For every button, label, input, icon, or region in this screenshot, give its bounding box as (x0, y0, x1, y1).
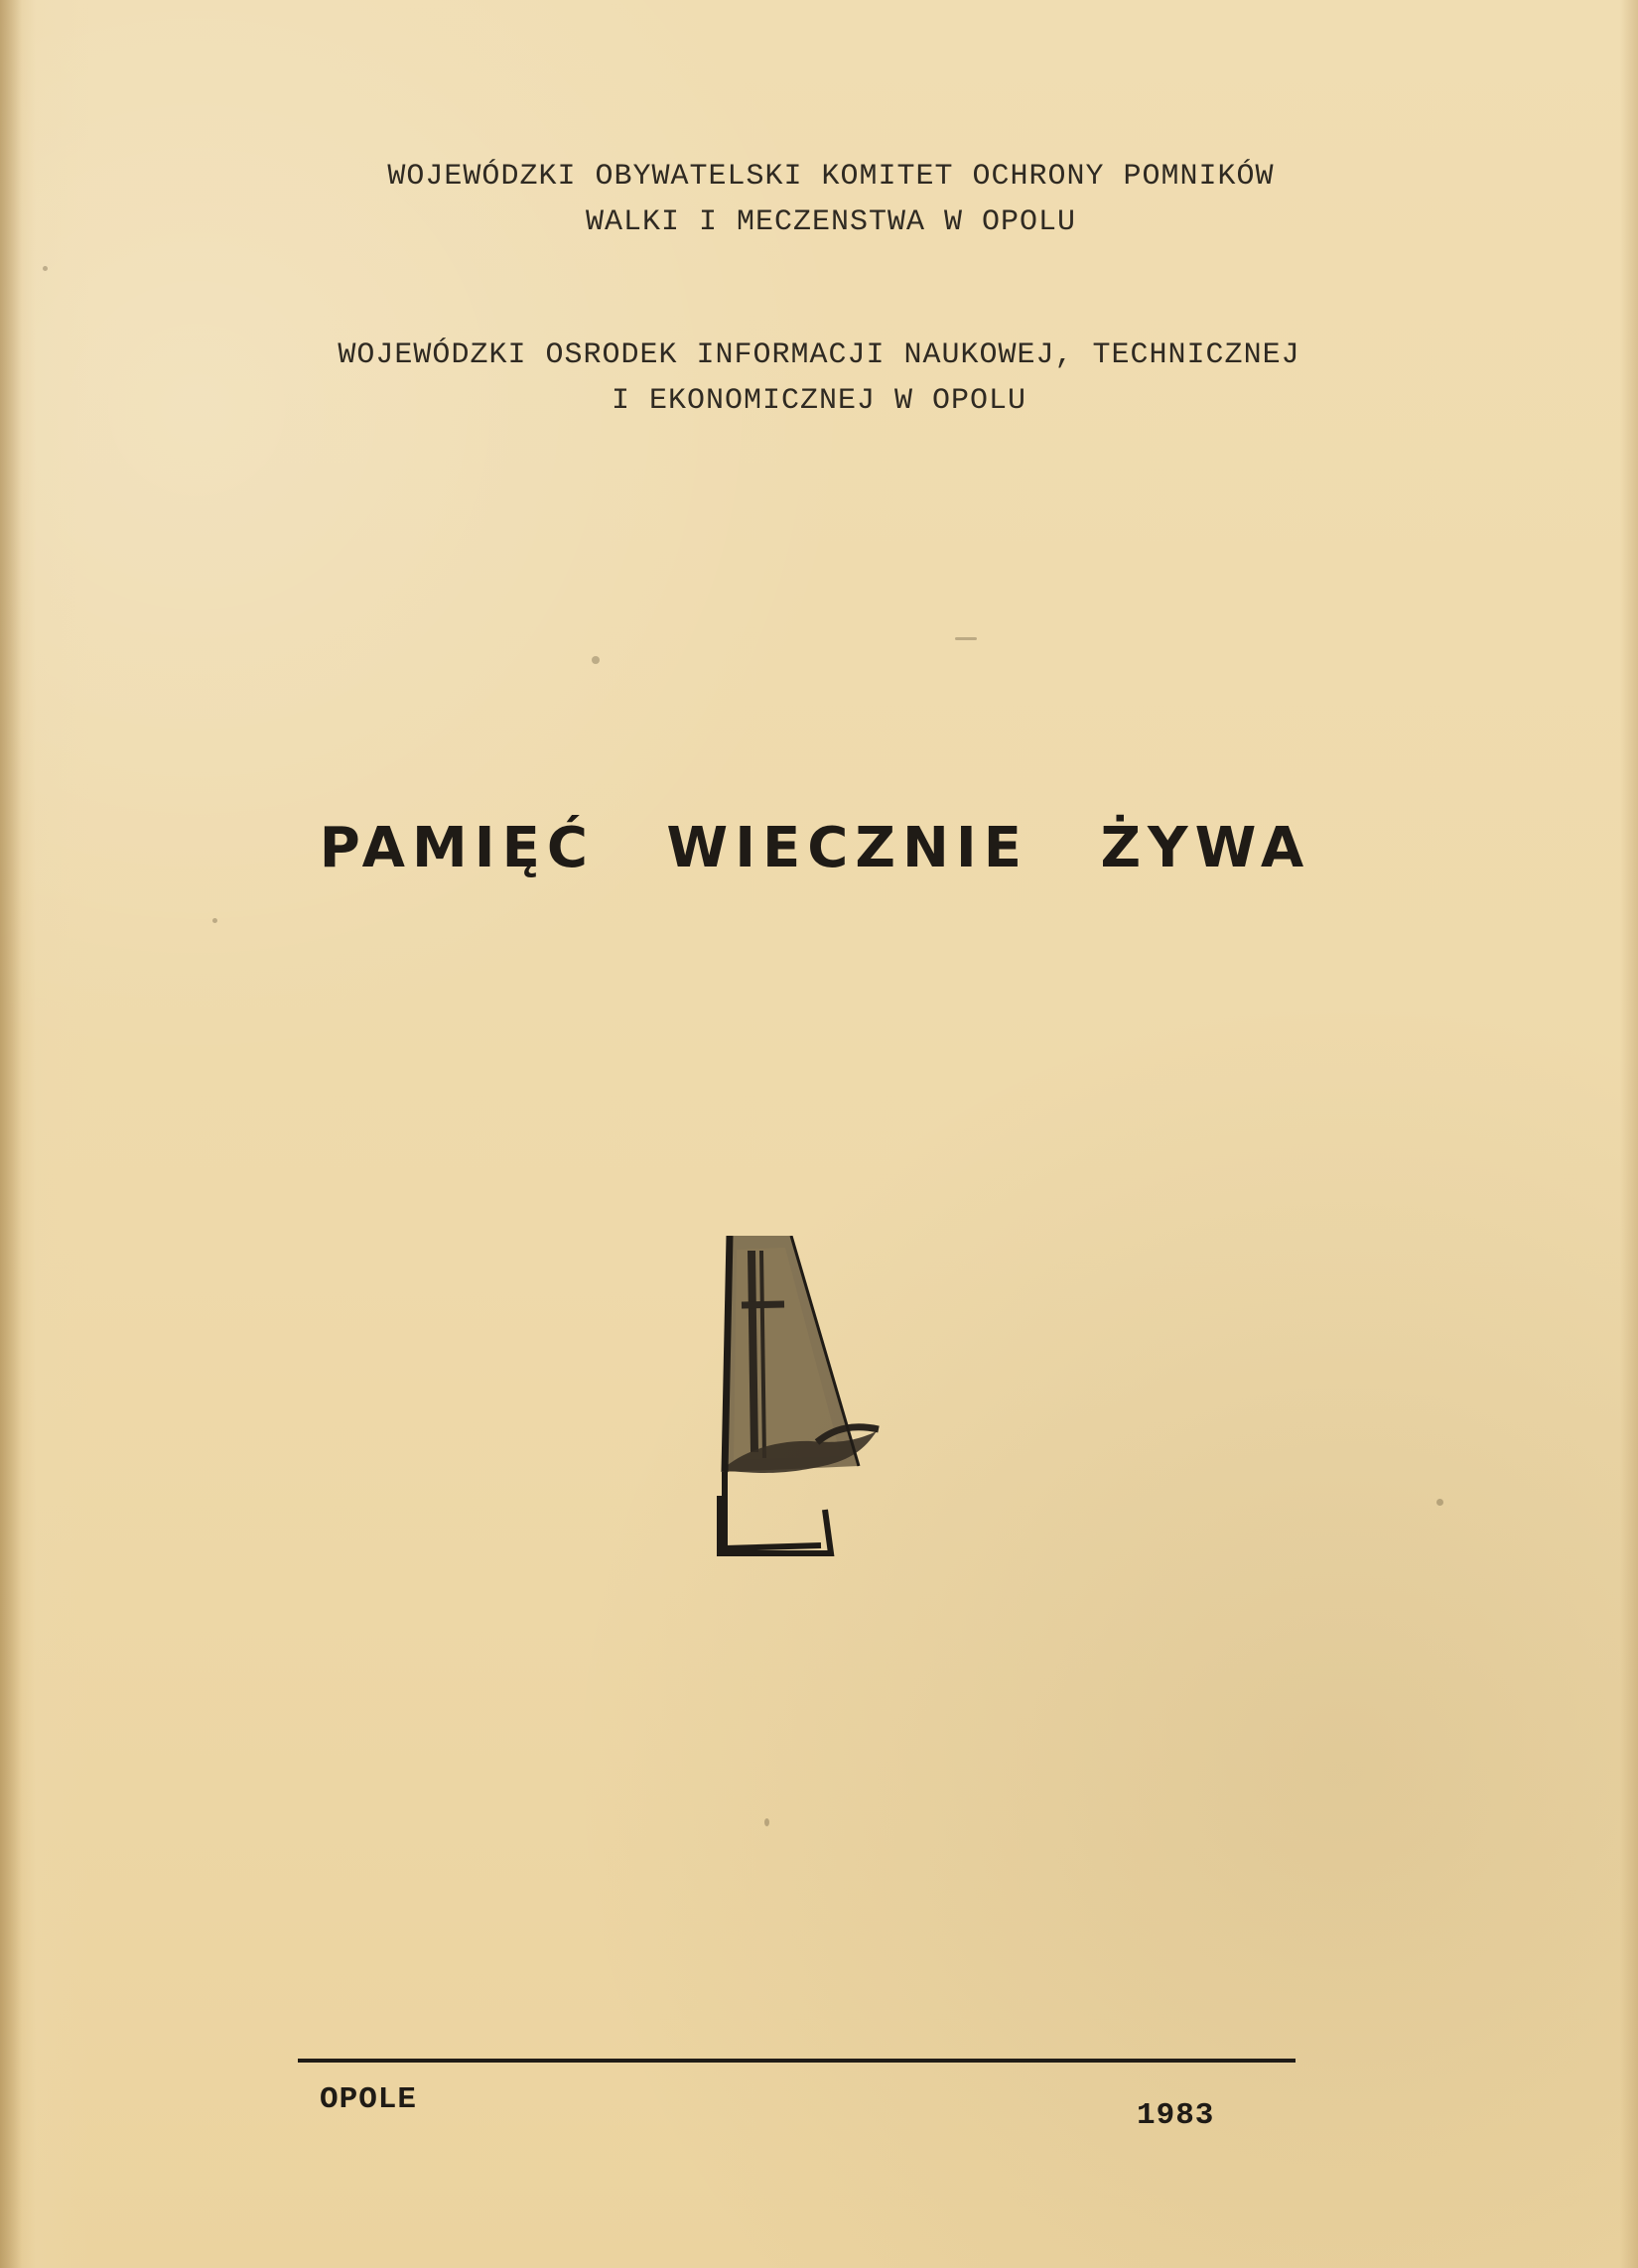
paper-speck (1436, 1499, 1443, 1506)
bottom-rule (298, 2059, 1296, 2063)
paper-speck (43, 266, 48, 271)
document-title: PAMIĘĆ WIECZNIE ŻYWA (319, 816, 1311, 880)
publisher-1-line-2: WALKI I MECZENSTWA W OPOLU (585, 205, 1077, 239)
publisher-block-2 (0, 333, 1638, 424)
publisher-block-1 (12, 154, 1638, 245)
paper-speck (592, 656, 600, 664)
monument-logo-icon (700, 1236, 888, 1563)
paper-mark (955, 637, 977, 640)
place-label: OPOLE (320, 2082, 418, 2117)
paper-speck (212, 918, 217, 923)
year-label: 1983 (1137, 2098, 1215, 2133)
publisher-2-line-1: WOJEWÓDZKI OSRODEK INFORMACJI NAUKOWEJ, TECHNICZNEJ (338, 338, 1300, 372)
paper-speck (764, 1818, 769, 1826)
publisher-2-line-2: I EKONOMICZNEJ W OPOLU (611, 384, 1027, 418)
publisher-1-line-1: WOJEWÓDZKI OBYWATELSKI KOMITET OCHRONY POMNIKÓW (387, 160, 1275, 194)
